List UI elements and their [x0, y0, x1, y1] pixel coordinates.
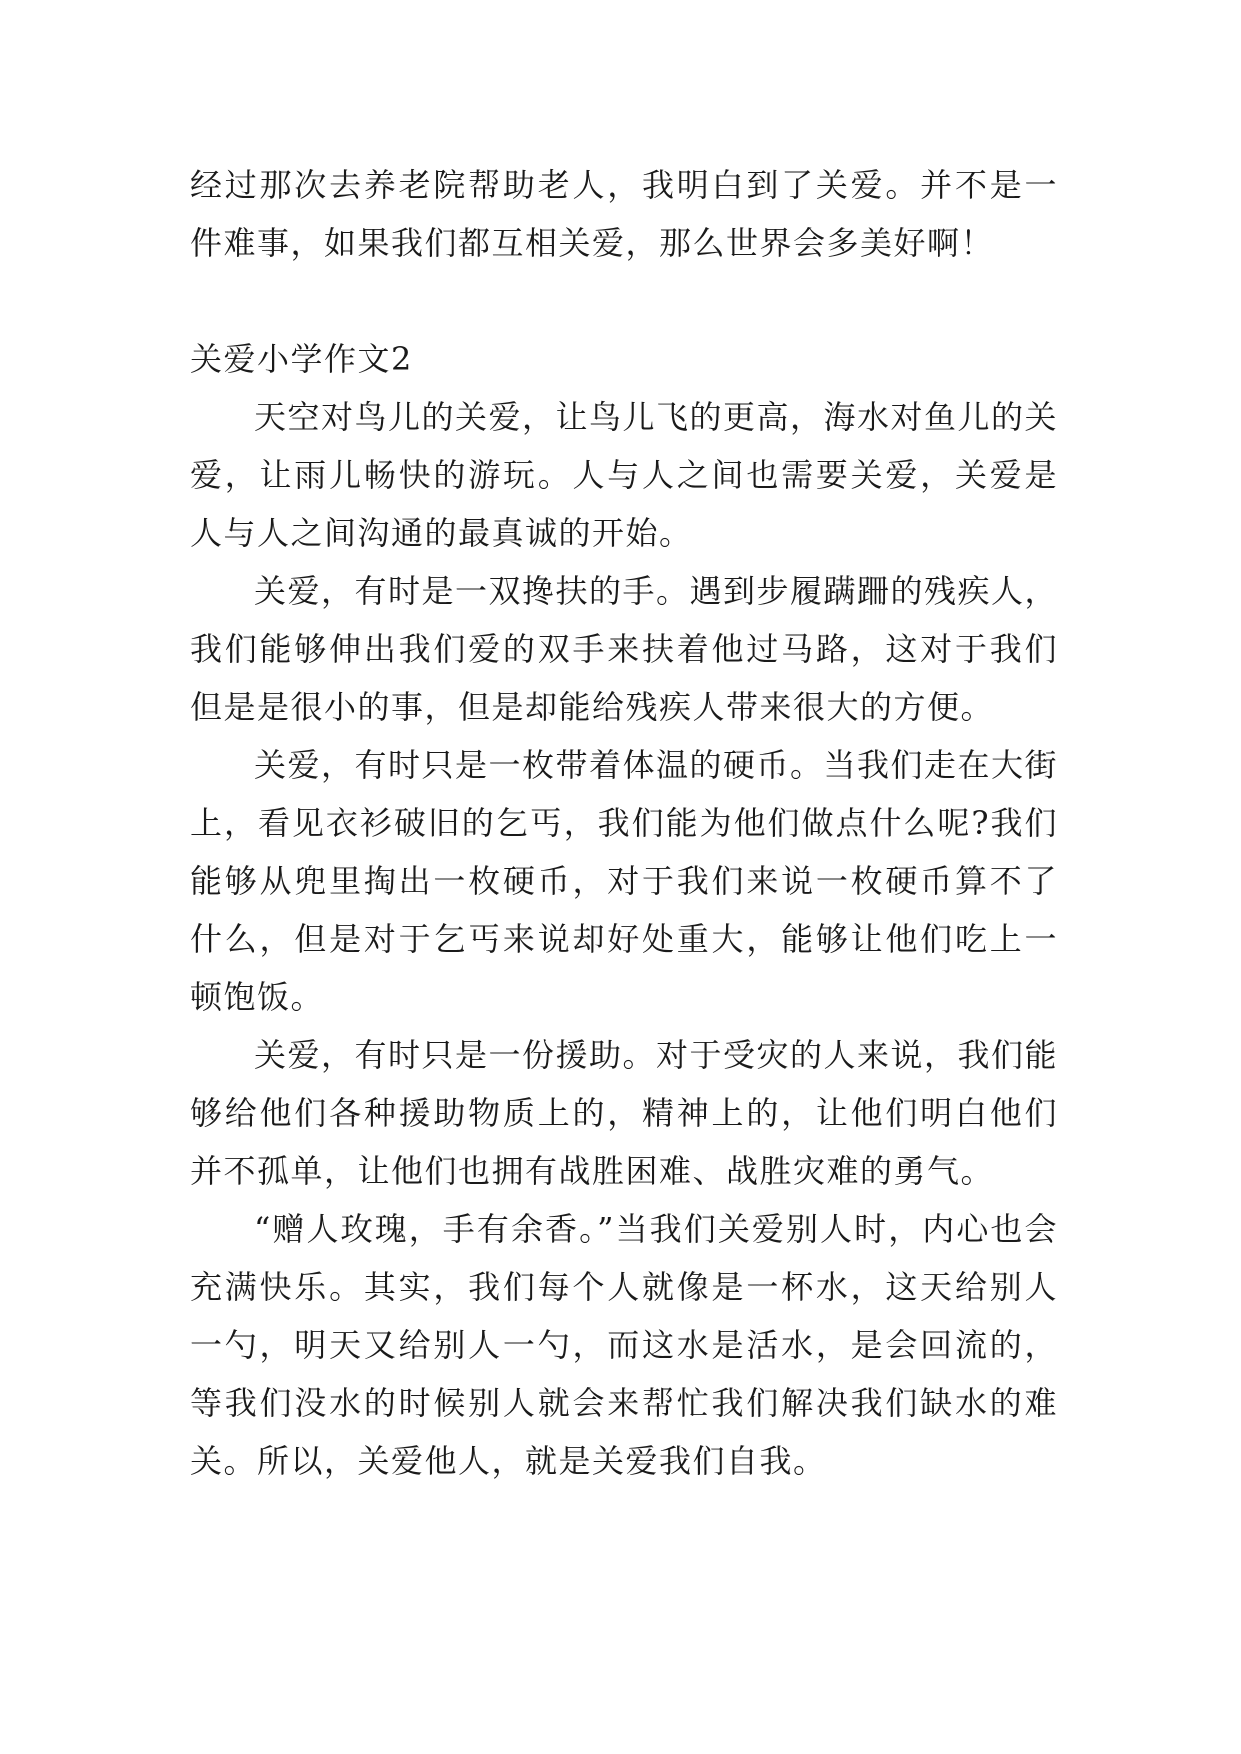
document-body — [190, 156, 1058, 1490]
section-title: 关爱小学作文2 — [190, 340, 413, 378]
intro-paragraph: 经过那次去养老院帮助老人，我明白到了关爱。并不是一件难事，如果我们都互相关爱，那么世界会多美好啊！ — [190, 166, 1058, 262]
paragraph-3: 关爱，有时只是一枚带着体温的硬币。当我们走在大街上，看见衣衫破旧的乞丐，我们能为他们做点什么呢?我们能够从兜里掏出一枚硬币，对于我们来说一枚硬币算不了什么，但是对于乞丐来说却好处重大，能够让他们吃上一顿饱饭。 — [190, 746, 1059, 1016]
paragraph-4: 关爱，有时只是一份援助。对于受灾的人来说，我们能够给他们各种援助物质上的，精神上的，让他们明白他们并不孤单，让他们也拥有战胜困难、战胜灾难的勇气。 — [190, 1036, 1059, 1190]
paragraph-2: 关爱，有时是一双搀扶的手。遇到步履蹒跚的残疾人，我们能够伸出我们爱的双手来扶着他过马路，这对于我们但是是很小的事，但是却能给残疾人带来很大的方便。 — [190, 572, 1059, 726]
paragraph-1: 天空对鸟儿的关爱，让鸟儿飞的更高，海水对鱼儿的关爱，让雨儿畅快的游玩。人与人之间也需要关爱，关爱是人与人之间沟通的最真诚的开始。 — [190, 398, 1059, 552]
paragraph-5: “赠人玫瑰，手有余香。”当我们关爱别人时，内心也会充满快乐。其实，我们每个人就像是一杯水，这天给别人一勺，明天又给别人一勺，而这水是活水，是会回流的，等我们没水的时候别人就会来帮忙我们解决我们缺水的难关。所以，关爱他人，就是关爱我们自我。 — [190, 1210, 1058, 1480]
